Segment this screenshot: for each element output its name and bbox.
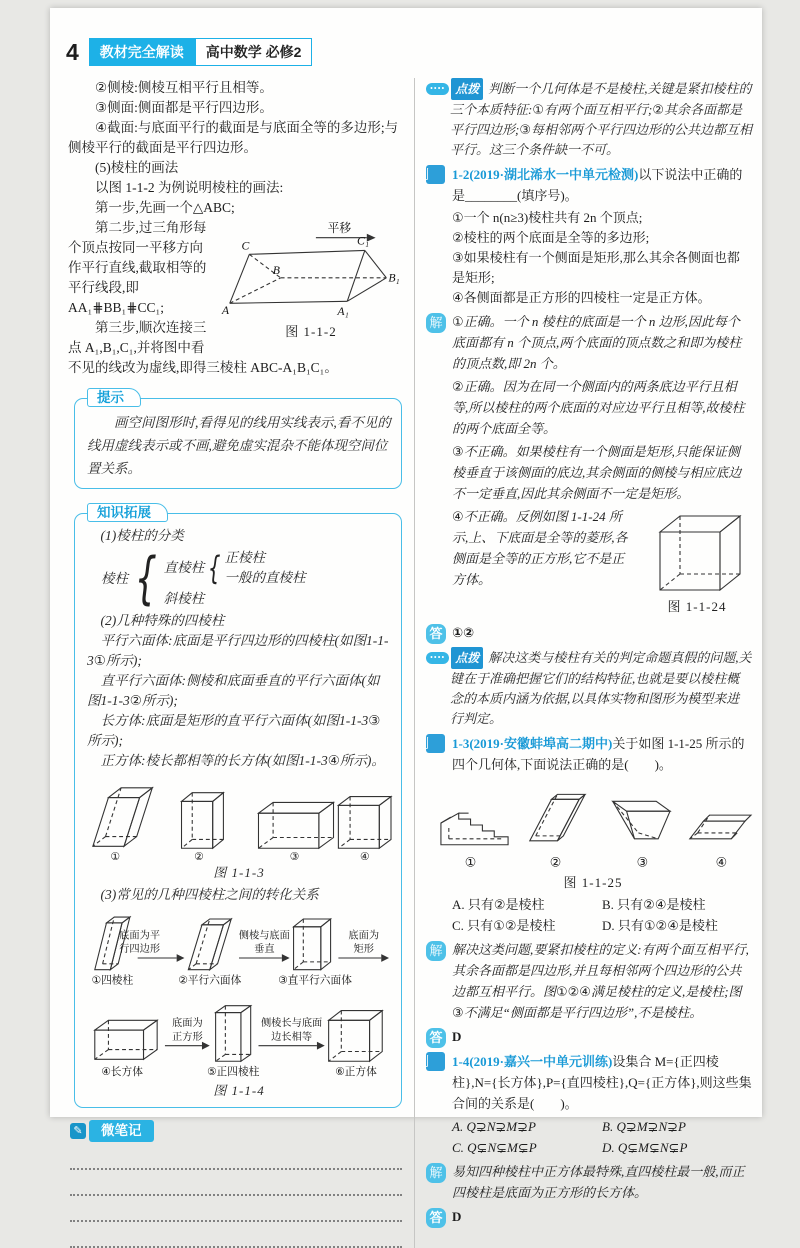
figure-1-1-4	[87, 909, 391, 1101]
arrow-text: 正方形	[172, 1031, 203, 1043]
tip-box-tab: 提示	[87, 388, 141, 407]
option-c: C. Q⊊N⊊M⊊P	[452, 1140, 537, 1155]
definition: 正方体:棱长都相等的长方体(如图1-1-3④所示)。	[100, 753, 385, 768]
example-1-3	[415, 733, 752, 936]
prism-conversion-diagram	[87, 909, 391, 1081]
statement-item: ②棱柱的两个底面是全等的多边形;	[452, 230, 650, 245]
note-line[interactable]	[70, 1144, 402, 1170]
tree-root: 棱柱	[101, 570, 128, 586]
knowledge-box-tab: 知识拓展	[87, 503, 168, 522]
paragraph: 第三步,顺次连接三点 A₁,B₁,C₁,并将图中看不见的线改为虚线,即得三棱柱 ABC-A₁B₁C₁。	[68, 320, 338, 375]
arrow-text: 底面为	[172, 1018, 203, 1030]
figure-1-1-2	[218, 218, 404, 342]
solution-1-2	[426, 311, 752, 619]
arrow-text: 底面为	[348, 930, 380, 942]
note-line[interactable]	[70, 1222, 402, 1248]
options-row	[452, 915, 752, 936]
tree-node: 斜棱柱	[163, 591, 205, 606]
prism-lines	[230, 221, 387, 303]
option-d: D. Q⊊M⊊N⊊P	[602, 1140, 688, 1155]
solution-1-3	[426, 939, 752, 1023]
answer-1-4	[426, 1206, 752, 1228]
figure-1-1-25	[434, 777, 752, 892]
vertex-label-b1: B₁	[388, 271, 400, 285]
definition: 长方体:底面是矩形的直平行六面体(如图1-1-3③所示);	[87, 713, 381, 748]
option-a: A. Q⊋N⊋M⊋P	[452, 1119, 536, 1134]
section-heading: (3)常见的几种四棱柱之间的转化关系	[100, 887, 319, 902]
solution-paragraph: ①正确。一个 n 棱柱的底面是一个 n 边形,因此每个底面都有 n 个顶点,两个底面的顶点数之和即为棱柱的顶点数,即 2n 个。	[452, 314, 742, 371]
example-1-4	[415, 1051, 752, 1158]
options-row	[452, 1116, 752, 1137]
arrow-text: 侧棱与底面	[238, 930, 290, 942]
page-number: 4	[66, 38, 79, 65]
example-question: 设集合 M={正四棱柱},N={长方体},P={直四棱柱},Q={正方体},则这些集合间的关系是( )。	[452, 1054, 752, 1111]
prism-lines	[660, 516, 740, 590]
shape-caption: ③直平行六面体	[278, 974, 352, 987]
example-number: 1-4(2019·嘉兴一中单元训练)	[452, 1054, 613, 1069]
option-b: B. 只有②④是棱柱	[602, 897, 706, 912]
solution-1-4	[426, 1161, 752, 1203]
shape-label-1: ①	[464, 855, 477, 870]
brace: {	[208, 549, 221, 587]
prism-lines	[441, 794, 751, 844]
dianbo-label: 点拨	[451, 78, 483, 100]
solution-badge: 解	[426, 1163, 446, 1183]
cube-drawing	[644, 506, 750, 596]
dianbo-block-2	[426, 647, 752, 729]
solution-paragraph: 易知四种棱柱中正方体最特殊,直四棱柱最一般,而正四棱柱是底面为正方形的长方体。	[452, 1164, 745, 1200]
vertex-label-a: A	[221, 304, 230, 318]
answer-text: D	[452, 1029, 462, 1044]
shape-label-4: ④	[359, 850, 370, 863]
shape-caption: ②平行六面体	[178, 974, 242, 987]
brace: {	[134, 545, 157, 611]
shape-label-2: ②	[549, 855, 562, 870]
options-row	[452, 1137, 752, 1158]
shape-caption: ①四棱柱	[91, 974, 134, 987]
example-head	[415, 733, 752, 775]
shape-label-3: ③	[636, 855, 649, 870]
vertex-label-c: C	[241, 239, 250, 253]
arrow-text: 垂直	[254, 944, 275, 956]
page-header	[66, 38, 762, 66]
solution-badge: 解	[426, 941, 446, 961]
shape-label-4: ④	[715, 855, 728, 870]
shape-label-3: ③	[289, 850, 300, 863]
figure-caption: 图 1-1-4	[213, 1083, 265, 1098]
brand-badge: 教材完全解读	[89, 38, 195, 66]
figure-caption: 图 1-1-2	[285, 324, 337, 339]
arrow-text: 行四边形	[119, 944, 161, 956]
tree-leaf: 正棱柱	[224, 550, 265, 565]
statement-item: ④各侧面都是正方形的四棱柱一定是正方体。	[452, 290, 711, 305]
option-a: A. 只有②是棱柱	[452, 897, 545, 912]
statement-item: ③如果棱柱有一个侧面是矩形,那么其余各侧面也都是矩形;	[452, 250, 740, 285]
vertex-label-b: B	[272, 263, 280, 277]
paragraph: (5)棱柱的画法	[95, 160, 179, 175]
vertex-label-a1: A₁	[337, 305, 349, 319]
prism-lines	[93, 788, 391, 848]
example-badge: 例	[426, 734, 445, 753]
example-question: 关于如图 1-1-25 所示的四个几何体,下面说法正确的是( )。	[452, 736, 745, 772]
paragraph: 第二步,过三角形每个顶点按同一平移方向作平行直线,截取相等的平行线段,即 AA₁⋕BB₁⋕CC₁;	[68, 220, 207, 315]
option-d: D. 只有①②④是棱柱	[602, 918, 718, 933]
example-number: 1-2(2019·湖北浠水一中单元检测)	[452, 167, 639, 182]
example-head	[415, 1051, 752, 1114]
answer-badge: 答	[426, 1208, 446, 1228]
section-heading: (1)棱柱的分类	[100, 528, 184, 543]
answer-badge: 答	[426, 1028, 446, 1048]
solution-paragraph: 解决这类问题,要紧扣棱柱的定义:有两个面互相平行,其余各面都是四边形,并且每相邻两个四边形的公共边都互相平行。图①②④满足棱柱的定义,是棱柱;图③不满足“侧面都是平行四边形”,不是棱柱。	[452, 942, 749, 1020]
arrow-text: 底面为平	[119, 930, 161, 942]
paragraph: ④截面:与底面平行的截面是与底面全等的多边形;与侧棱平行的截面是平行四边形。	[68, 120, 399, 155]
definition: 直平行六面体:侧棱和底面垂直的平行六面体(如图1-1-3②所示);	[87, 673, 380, 708]
speech-bubble-icon: ••••	[426, 83, 449, 95]
right-column	[414, 78, 752, 1248]
answer-badge: 答	[426, 624, 446, 644]
knowledge-box	[74, 505, 402, 1108]
statement-item: ①一个 n(n≥3)棱柱共有 2n 个顶点;	[452, 210, 643, 225]
note-line[interactable]	[70, 1170, 402, 1196]
example-badge: 例	[426, 1052, 445, 1071]
figure-1-1-24	[642, 506, 752, 617]
figure-caption: 图 1-1-24	[667, 599, 727, 614]
example-head	[415, 164, 752, 206]
shape-caption: ④长方体	[101, 1065, 143, 1078]
micro-note-header	[70, 1120, 404, 1142]
dianbo-label: 点拨	[451, 647, 483, 669]
shape-caption: ⑤正四棱柱	[206, 1065, 260, 1078]
four-solids-drawing	[435, 777, 751, 873]
solution-paragraph: ②正确。因为在同一个侧面内的两条底边平行且相等,所以棱柱的两个底面的对应边平行且相等,故棱柱的两个底面全等。	[452, 379, 745, 436]
triangular-prism-drawing	[218, 218, 404, 322]
option-c: C. 只有①②是棱柱	[452, 918, 556, 933]
example-badge: 例	[426, 165, 445, 184]
four-parallelepipeds-drawing	[87, 775, 391, 863]
example-1-2	[415, 164, 752, 308]
dianbo-text: 判断一个几何体是不是棱柱,关键是紧扣棱柱的三个本质特征:①有两个面互相平行;②其余各面都是平行四边形;③每相邻两个平行四边形的公共边都互相平行。这三个条件缺一不可。	[450, 81, 752, 157]
solution-paragraph: ③不正确。如果棱柱有一个侧面是矩形,只能保证侧棱垂直于该侧面的底边,其余侧面的侧棱与相应底边不一定垂直,因此其余侧面不一定是矩形。	[452, 444, 742, 501]
paragraph: 以图 1-1-2 为例说明棱柱的画法:	[95, 180, 284, 195]
micro-note-label: 微笔记	[89, 1120, 154, 1142]
answer-text: D	[452, 1209, 462, 1224]
shape-label-1: ①	[110, 850, 120, 863]
tip-text: 画空间图形时,看得见的线用实线表示,看不见的线用虚线表示或不画,避免虚实混杂不能体现空间位置关系。	[87, 415, 391, 476]
figure-1-1-3	[87, 775, 391, 883]
answer-1-2	[426, 622, 752, 644]
paragraph: ②侧棱:侧棱互相平行且相等。	[95, 80, 273, 95]
tree-leaf: 一般的直棱柱	[224, 570, 306, 585]
shape-caption: ⑥正方体	[335, 1065, 377, 1078]
note-line[interactable]	[70, 1196, 402, 1222]
paragraph: 第一步,先画一个△ABC;	[95, 200, 235, 215]
dianbo-text: 解决这类与棱柱有关的判定命题真假的问题,关键在于准确把握它们的结构特征,也就是要以棱柱概念的本质内涵为依据,以具体实物和图形为模型来进行判定。	[450, 650, 752, 726]
tree-node: 直棱柱	[163, 560, 205, 575]
figure-caption: 图 1-1-3	[213, 865, 265, 880]
arrow-text: 边长相等	[271, 1031, 313, 1043]
answer-1-3	[426, 1026, 752, 1048]
textbook-page	[50, 8, 762, 1225]
arrow-label: 平移	[327, 221, 352, 235]
arrow-text: 矩形	[353, 944, 374, 956]
tip-box	[74, 390, 402, 489]
dianbo-block-1	[426, 78, 752, 160]
shape-label-2: ②	[194, 850, 204, 863]
section-heading: (2)几种特殊的四棱柱	[100, 613, 225, 628]
definition: 平行六面体:底面是平行四边形的四棱柱(如图1-1-3①所示);	[87, 633, 389, 668]
pencil-icon: ✎	[70, 1123, 86, 1139]
example-question: 以下说法中正确的是________(填序号)。	[452, 167, 743, 203]
two-column-layout	[50, 78, 762, 1248]
speech-bubble-icon: ••••	[426, 652, 449, 664]
arrow-text: 侧棱长与底面	[260, 1018, 323, 1030]
left-column	[68, 78, 414, 1248]
option-b: B. Q⊋M⊋N⊋P	[602, 1119, 686, 1134]
prism-classification-tree	[101, 545, 391, 611]
example-number: 1-3(2019·安徽蚌埠高二期中)	[452, 736, 613, 751]
options-row	[452, 894, 752, 915]
figure-caption: 图 1-1-25	[563, 875, 623, 890]
answer-text: ①②	[452, 625, 475, 640]
vertex-label-c1: C₁	[357, 234, 369, 248]
paragraph: ③侧面:侧面都是平行四边形。	[95, 100, 273, 115]
solution-badge: 解	[426, 313, 446, 333]
subject-badge: 高中数学 必修2	[195, 38, 313, 66]
solution-paragraph: ④不正确。反例如图 1-1-24 所示,上、下底面是全等的菱形,各侧面是全等的正方形,它不是正方体。	[452, 509, 628, 587]
